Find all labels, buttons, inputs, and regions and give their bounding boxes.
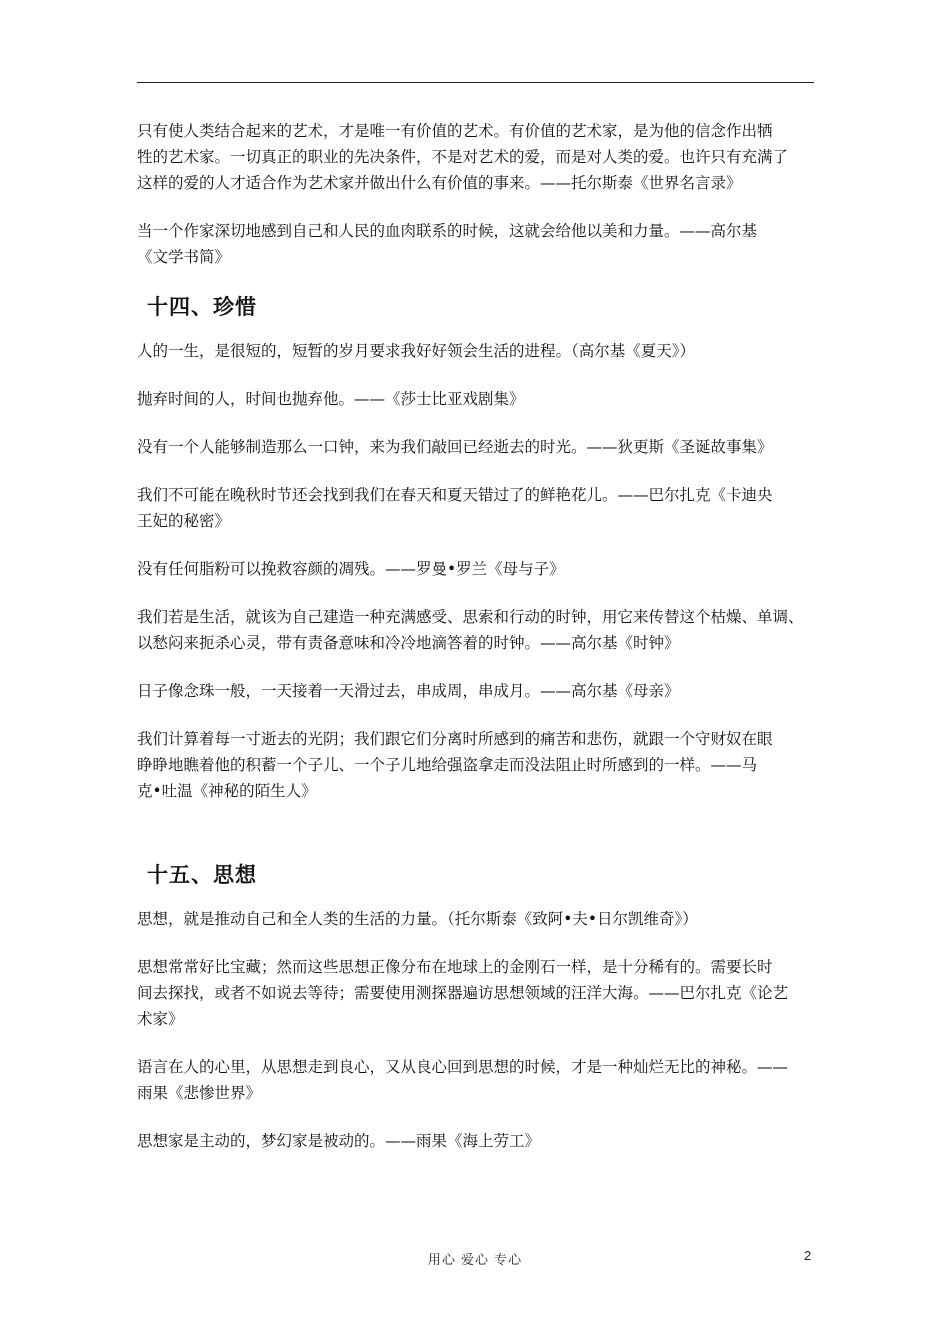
quote-paragraph: 抛弃时间的人，时间也抛弃他。——《莎士比亚戏剧集》 bbox=[137, 390, 525, 408]
quote-paragraph: 人的一生，是很短的，短暂的岁月要求我好好领会生活的进程。（高尔基《夏天》） bbox=[137, 342, 696, 360]
quote-paragraph: 日子像念珠一般，一天接着一天滑过去，串成周，串成月。——高尔基《母亲》 bbox=[137, 682, 680, 700]
quote-paragraph: 语言在人的心里，从思想走到良心，又从良心回到思想的时候，才是一种灿烂无比的神秘。—— 雨果《悲惨世界》 bbox=[137, 1058, 789, 1102]
quote-paragraph: 思想，就是推动自己和全人类的生活的力量。（托尔斯泰《致阿•夫•日尔凯维奇》） bbox=[137, 910, 698, 928]
section-heading-cherish: 十四、珍惜 bbox=[147, 294, 257, 319]
quote-paragraph: 思想家是主动的，梦幻家是被动的。——雨果《海上劳工》 bbox=[137, 1132, 541, 1150]
quote-paragraph: 只有使人类结合起来的艺术，才是唯一有价值的艺术。有价值的艺术家，是为他的信念作出牺 牲的艺术家。一切真正的职业的先决条件，不是对艺术的爱，而是对人类的爱。也许只有充满了 这样的爱的人才适合作为艺术家并做出什么有价值的事来。——托尔斯泰《世界名言录》 bbox=[137, 122, 789, 192]
header-rule bbox=[137, 82, 814, 83]
footer-motto: 用心 爱心 专心 bbox=[427, 1253, 523, 1268]
quote-paragraph: 我们计算着每一寸逝去的光阴；我们跟它们分离时所感到的痛苦和悲伤，就跟一个守财奴在眼 睁睁地瞧着他的积蓄一个子儿、一个子儿地给强盗拿走而没法阻止时所感到的一样。——马 克•吐温《神秘的陌生人》 bbox=[137, 730, 773, 800]
page-number: 2 bbox=[804, 1248, 812, 1263]
quote-paragraph: 思想常常好比宝藏；然而这些思想正像分布在地球上的金刚石一样，是十分稀有的。需要长时 间去探找，或者不如说去等待；需要使用测探器遍访思想领域的汪洋大海。——巴尔扎克《论艺 术家》 bbox=[137, 958, 789, 1028]
section-heading-thought: 十五、思想 bbox=[147, 862, 257, 887]
page-content bbox=[137, 118, 827, 1176]
quote-paragraph: 当一个作家深切地感到自己和人民的血肉联系的时候，这就会给他以美和力量。——高尔基 《文学书简》 bbox=[137, 222, 758, 266]
quote-paragraph: 没有一个人能够制造那么一口钟，来为我们敲回已经逝去的时光。——狄更斯《圣诞故事集》 bbox=[137, 438, 773, 456]
quote-paragraph: 没有任何脂粉可以挽救容颜的凋残。——罗曼•罗兰《母与子》 bbox=[137, 560, 565, 578]
quote-paragraph: 我们若是生活，就该为自己建造一种充满感受、思索和行动的时钟，用它来传替这个枯燥、单调、 以愁闷来扼杀心灵，带有责备意味和冷冷地滴答着的时钟。——高尔基《时钟》 bbox=[137, 608, 804, 652]
quote-paragraph: 我们不可能在晚秋时节还会找到我们在春天和夏天错过了的鲜艳花儿。——巴尔扎克《卡迪央 王妃的秘密》 bbox=[137, 486, 773, 530]
